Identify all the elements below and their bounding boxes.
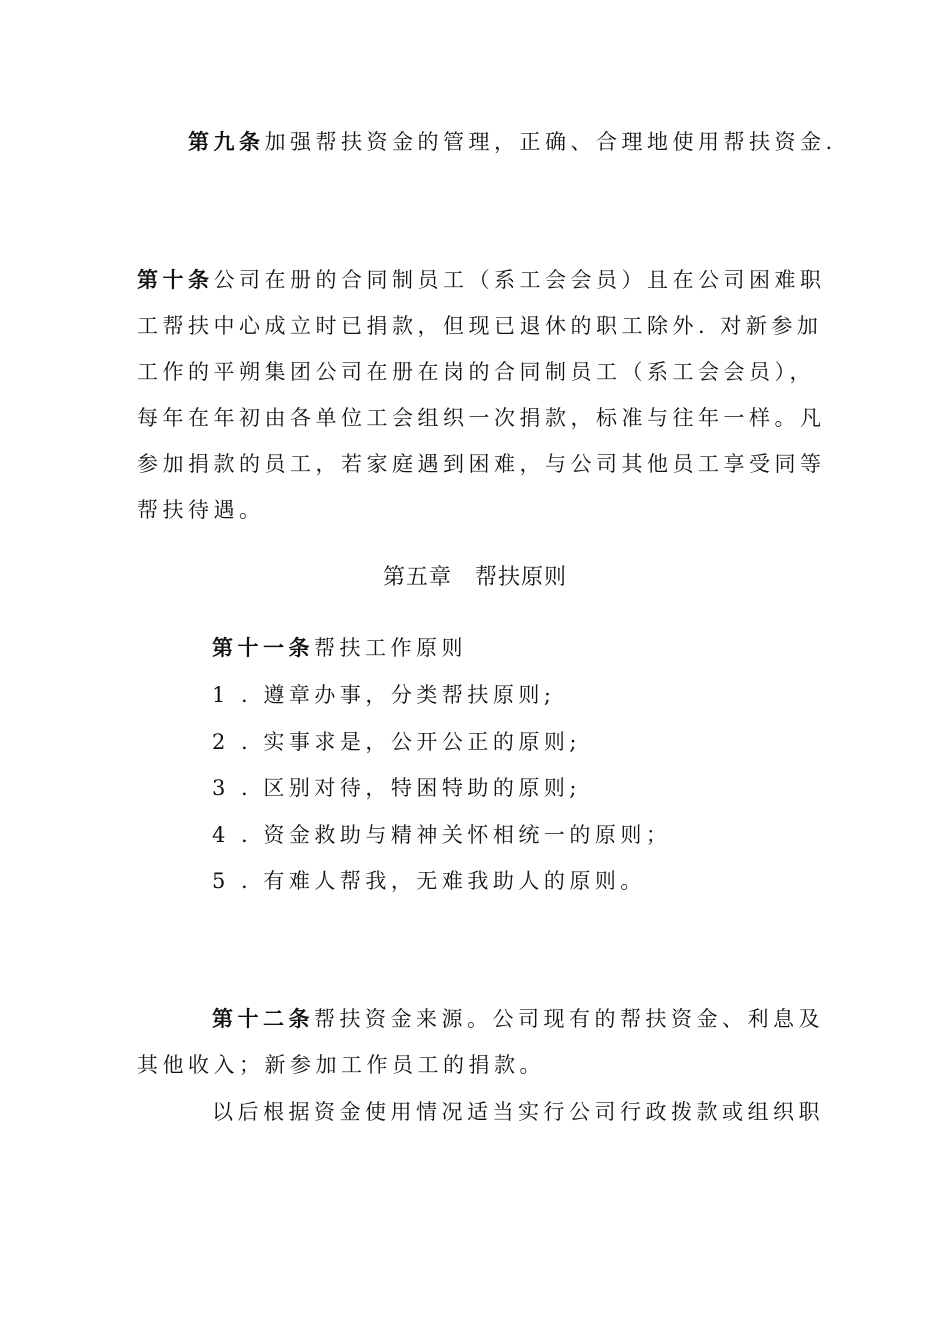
article-10-text: 公司在册的合同制员工（系工会会员）且在公司困难职 [213,268,826,292]
article-10-heading: 第十条 [137,267,214,292]
principle-item-2: 2 . 实事求是，公开公正的原则; [212,730,581,754]
article-10-line-6: 帮扶待遇。 [137,498,265,522]
principle-item-5: 5 . 有难人帮我，无难我助人的原则。 [212,869,646,893]
article-9-heading: 第九条 [188,129,265,154]
article-10-line-2: 工帮扶中心成立时已捐款，但现已退休的职工除外. 对新参加 [137,314,823,338]
principle-item-4: 4 . 资金救助与精神关怀相统一的原则； [212,823,672,847]
article-10-line-4: 每年在年初由各单位工会组织一次捐款，标准与往年一样。凡 [137,406,826,430]
article-9-text: 加强帮扶资金的管理，正确、合理地使用帮扶资金. [264,130,837,154]
chapter-5-title: 第五章 帮扶原则 [382,565,567,590]
principle-item-3: 3 . 区别对待，特困特助的原则; [212,776,581,800]
article-12-text: 帮扶资金来源。公司现有的帮扶资金、利息及 [314,1007,824,1031]
article-11-heading: 第十一条 [212,635,314,660]
article-10-line-1 [137,265,826,295]
article-12-line-3: 以后根据资金使用情况适当实行公司行政拨款或组织职 [212,1100,824,1124]
article-12-line-1 [212,1004,824,1034]
article-12-heading: 第十二条 [212,1006,314,1031]
article-11 [212,633,467,663]
article-12-line-2: 其他收入；新参加工作员工的捐款。 [137,1053,545,1077]
article-11-text: 帮扶工作原则 [314,636,467,660]
article-10-line-3: 工作的平朔集团公司在册在岗的合同制员工（系工会会员）， [137,360,815,384]
principle-item-1: 1 . 遵章办事，分类帮扶原则; [212,683,556,707]
article-10-line-5: 参加捐款的员工，若家庭遇到困难，与公司其他员工享受同等 [137,452,826,476]
article-9 [188,127,837,157]
